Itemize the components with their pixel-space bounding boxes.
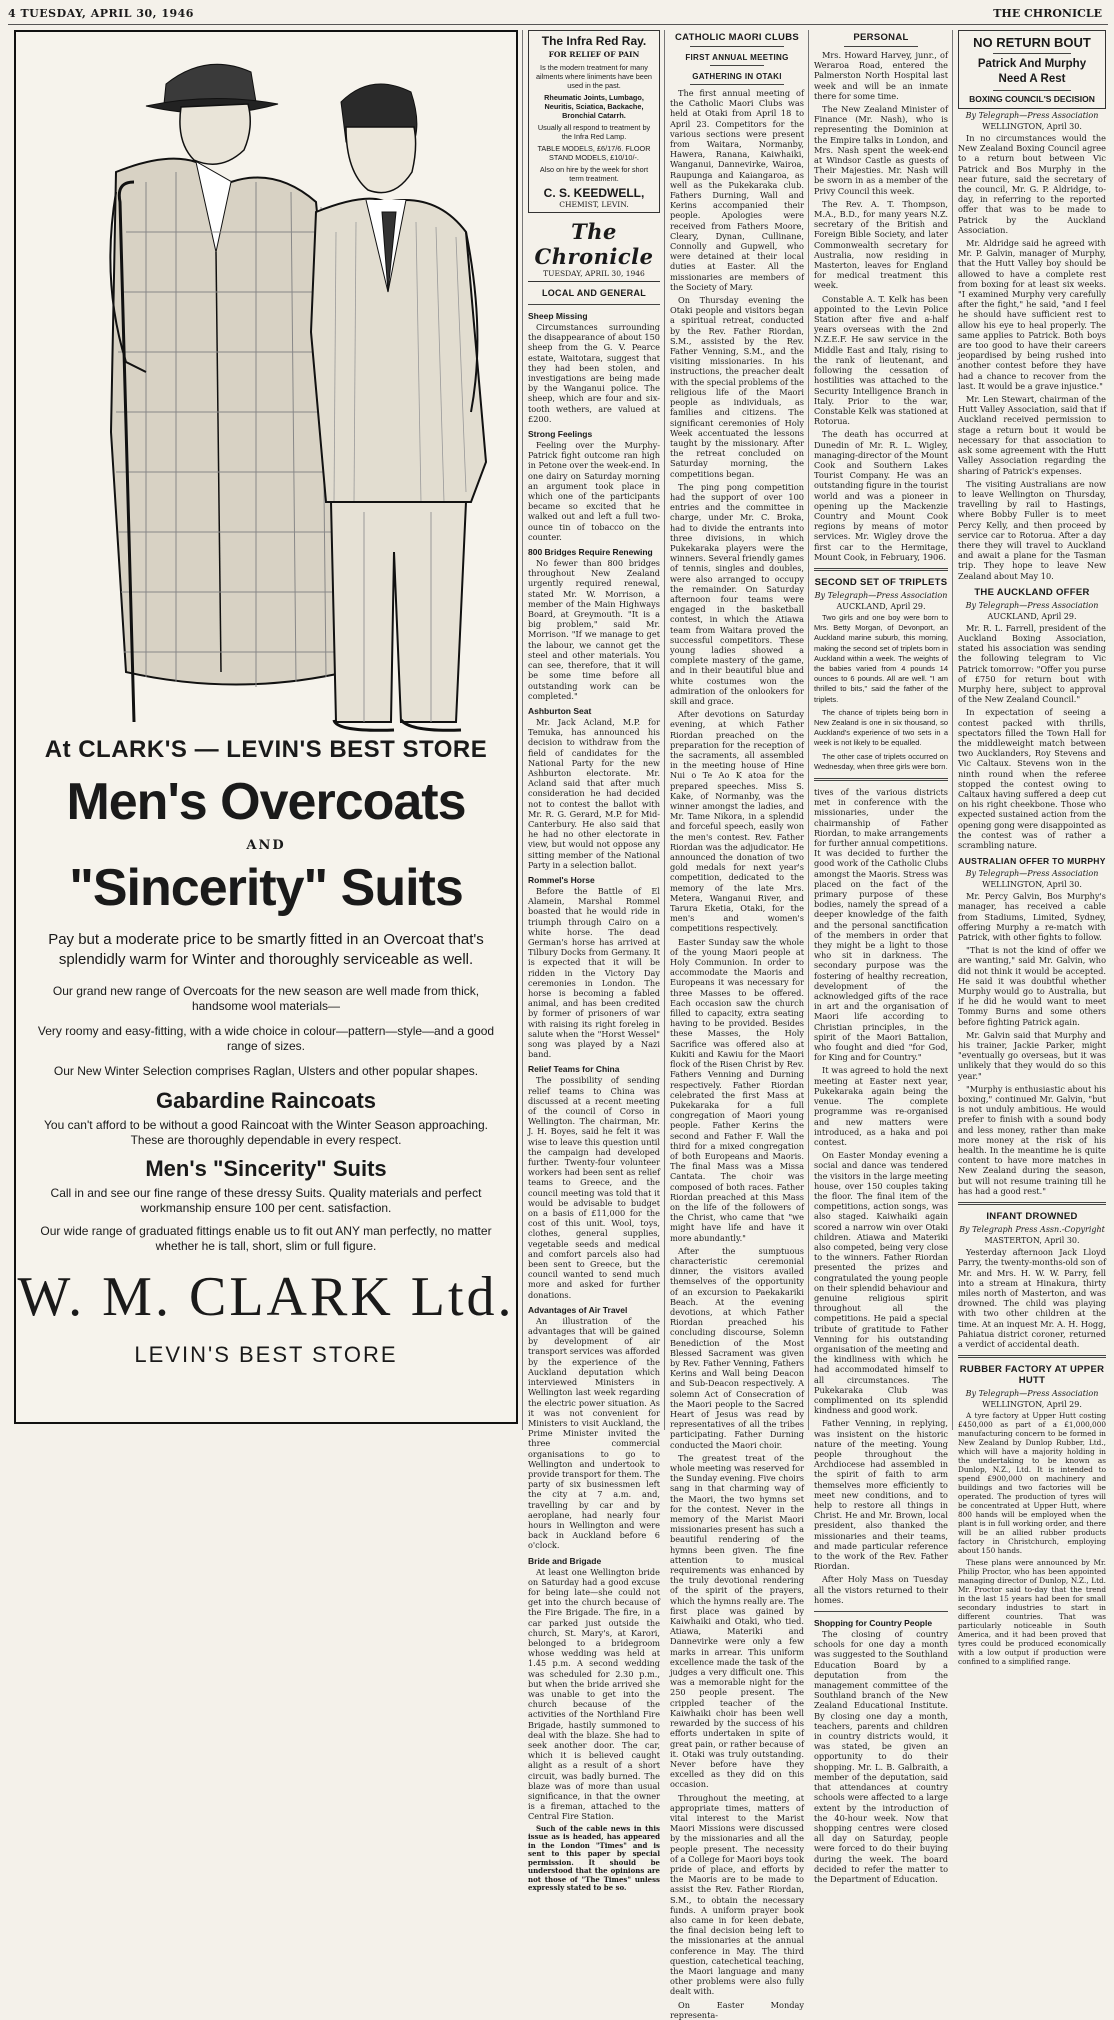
infra-red-ailments: Rheumatic Joints, Lumbago, Neuritis, Sciatica, Backache, Bronchial Catarrh. [544,93,644,120]
article-title: CATHOLIC MAORI CLUBS [674,32,800,43]
man-right-figure [311,84,486,730]
personal-heading: PERSONAL [853,32,909,43]
story-heading: Rommel's Horse [528,874,595,885]
suits-text-1: Call in and see our fine range of these dressy Suits. Quality materials and perfect workmanship ensure 100 per cent. satisfaction. [50,1186,482,1215]
triplets-heading: SECOND SET OF TRIPLETS [814,576,948,588]
article-text: Easter Sunday saw the whole of the young Maori people at Holy Communion. In order to accommodate the Maoris and Europeans it was necessary for three Masses to be offered. Each occasion saw the church filled to capacity, extra seating having to be provided. Besides these Masses, the Holy Sacrifice was offered also at Kukiti and Kawiu for the Maori flock of the Risen Christ by Rev. Fathers Venning and Durning respectively. Father Riordan celebrated the first Mass at Pukekaraka for a full congregation of Maori young people. Father Kerins the second and Father F. Wall the third for a mixed congregation of both Europeans and Maoris. The final Mass was a Missa Cantata. The choir was composed of both races. Father Riordan preached at this Mass on the life of the followers of the Christ, who came that "we might have life and have it more abundantly." [670,936,804,1243]
article-text: Throughout the meeting, at appropriate times, matters of vital interest to the Marist Maori Missions were discussed by the missionaries and all the people present. The necessity of a College for Maori boys took pride of place, and efforts by the Maoris are to be made to assist the Rev. Father Riordan, S.M., to obtain the necessary funds. A uniform prayer book also came in for keen debate, the final decision being left to the missionaries at the annual conference in May. The third question, catechetical teaching, the Maori language and many other problems were also fully dealt with. [670,1792,804,1997]
boxing-text: The visiting Australians are now to leave Wellington on Thursday, travelling by rail to Hastings, where Bobby Fuller is to meet Percy Kelly, and then proceed by service car to Rotorua. After a day there they will travel to Auckland and await a plane for the Tasman trip. They hope to leave New Zealand about May 10. [958,478,1106,581]
article-text: The first annual meeting of the Catholic Maori Clubs was held at Otaki from April 18 to April 23. Competitors for the various sections were present from Waitara, Normanby, Hawera, Ranana, Kaiwhaiki, Wanganui, Dannevirke, Wairoa, Raupunga and Kaiangaroa, as well as the Pukekaraka club. Fathers Durning, Wall and Kerins accompanied their people. Apologies were received from Fathers Moore, Cleary, Dynan, Cullinane, Connolly and Gupwell, who were detained at their local duties at Easter. All the missionaries are members of the Society of Mary. [670,88,804,292]
article-text: The greatest treat of the whole meeting was reserved for the Sunday evening. Five choirs sang in that charming way of the Maori, the two hymns set for the contest. Never in the memory of the Marist Maori missionaries present has such a beautiful rendering of the hymns been given. The fine attention to musical requirements was enhanced by the truly devotional rendering of the spirit of the prayers, which the hymns really are. The first place was gained by Kaiwhaiki and Otaki, who tied. Atiawa, Materiki and Dannevirke were only a few marks in arrear. This uniform excellence made the task of the judges a very difficult one. This was a memorable night for the 250 people present. The crippled teacher of the Kaiwhaiki choir has been well rewarded by the success of his efforts undertaken in spite of great pain, or rather because of it. Otaki was truly outstanding. Never before have they excelled as they did on this occasion. [670,1452,804,1790]
story-heading: 800 Bridges Require Renewing [528,547,653,558]
article-text: After the sumptuous characteristic ceremonial dinner, the visitors availed themselves of the opportunity of an excursion to Paekakariki Beach. At the evening devotions, at which Father Riordan preached his concluding discourse, Solemn Benediction of the Most Blessed Sacrament was given by Rev. Father Venning, Fathers Kerins and Wall being Deacon and Sub-Deacon respectively. A solemn Act of Consecration of the Maori people to the Sacred Heart of Jesus was read by representatives of all the tribes participating. Father Durning conducted the Maori choir. [670,1245,804,1450]
story-text: An illustration of the advantages that will be gained by development of air transport services was afforded by the experience of the Auckland deputation which interviewed Ministers in Wellington last week regarding the electric power situation. As it was not convenient for Ministers to visit Auckland, the Prime Minister invited the three commercial organisations to go to Wellington and undertook to provide transport for them. The party of six businessmen left the city at 7 a.m. and, travelling by car and by aeroplane, had nearly four hours in Wellington and were back in Auckland before 6 o'clock. [528,1315,660,1551]
personal-item: The New Zealand Minister of Finance (Mr. Nash), who is representing the Dominion at the Empire talks in London, and Mrs. Nash spent the week-end at Windsor Castle as guests of Their Majesties. Mr. Nash will be sworn in as a member of the Privy Council this week. [814,104,948,196]
article-continued: On Easter Monday evening a social and dance was tendered the visitors in the large meeting house, over 150 couples taking the floor. The final item of the competitions, action songs, was also staged. Kaiwhaiki again scored a narrow win over Otaki children. Atiawa and Materiki also competed, being very close to the winners. Father Riordan presented the prizes and congratulated the young people on their splendid behaviour and genuine religious spirit throughout all the competitions. He paid a special tribute of gratitude to Father Venning for his outstanding organisation of the meeting and the kindliness with which he had accommodated himself to all circumstances. The Pukekaraka Club was complimented on its splendid kindness and good work. [814,1150,948,1416]
byline: By Telegraph—Press Association [965,111,1099,120]
infra-red-prices: TABLE MODELS, £6/17/6. FLOOR STAND MODELS, £10/10/-. [537,144,651,162]
dateline: AUCKLAND, April 29. [836,601,926,611]
boxing-text: Mr. R. L. Farrell, president of the Auckland Boxing Association, stated his association was sending the following telegram to Vic Patrick tomorrow: "Offer you purse of £750 for return bout with Murphy here, subject to approval of the New Zealand Council." [958,622,1106,705]
boxing-subtitle: Patrick And Murphy Need A Rest [977,58,1087,85]
australian-offer-heading: AUSTRALIAN OFFER TO MURPHY [958,856,1106,867]
personal-item: Mrs. Howard Harvey, junr., of Weraroa Road, entered the Palmerston North Hospital last week and will be an inmate there for some time. [814,50,948,101]
story-heading: Shopping for Country People [814,1618,933,1629]
boxing-text: Mr. Len Stewart, chairman of the Hutt Valley Association, said that if Auckland received permission to stage a return bout it would be necessary for that association to ask some agreement with the Hutt Valley Association regarding the sharing of Patrick's expenses. [958,394,1106,476]
company-name: W. M. CLARK Ltd. [17,1266,515,1328]
article-text: After devotions on Saturday evening, at which Father Riordan preached on the preparation for the reception of the sacraments, all assembled in the meeting house of Hine Nui o Te Ao K atoa for the prepared speeches. Miss S. Kake, of Normanby, was the winner amongst the ladies, and Mr. Tame Nikora, in a splendid and forceful speech, easily won the men's contest. Rev. Father Riordan was the adjudicator. He announced the donation of two gold medals for next year's competition, dedicated to the memory of the late Mrs. Metera, Wanganui River, and Tarura Eketia, Otaki, for the men's and women's competitions respectively. [670,709,805,934]
column-rule [808,30,809,1430]
column-local-news [528,30,660,1893]
article-text: On Easter Monday representa- [670,1999,804,2020]
byline: By Telegraph—Press Association [814,590,948,600]
column-personal [814,30,948,1884]
story-text: Before the Battle of El Alamein, Marshal Rommel boasted that he would ride in triumph through Cairo on a white horse. The dead German's horse has arrived at Tilbury Docks from Germany. It is expected that it will be ridden in the Victory Day ceremonies in London. The horse is becoming a fabled animal, and has been credited by former of prisoners of war with raising its right foreleg in salute when the "Horst Wessel" song was played by a Nazi band. [528,885,660,1060]
dateline: WELLINGTON, April 30. [982,880,1082,890]
man-left-figure [110,64,346,722]
headline-and: AND [246,838,286,853]
company-tagline: LEVIN'S BEST STORE [134,1342,398,1367]
boxing-text: In expectation of seeing a contest packed with thrills, spectators filled the Town Hall for the middleweight match between two Aucklanders, Roy Stevens and Vic Caltaux. Stevens won in the ninth round when the referee stopped the contest owing to Caltaux having suffered a deep cut on his right cheekbone. Those who expected sustained action from the opening gong were disappointed as the contest was of rather a scrambling nature. [958,707,1106,850]
story-heading: Advantages of Air Travel [528,1304,628,1315]
article-subtitle: FIRST ANNUAL MEETING [685,53,789,62]
infra-red-text: Usually all respond to treatment by the Infra Red Lamp. [537,123,651,141]
article-text: The ping pong competition had the support of over 100 entries and the committee in charge, under Mr. C. Broka, had to divide the entrants into three divisions, in which Pukekaraka players were the winners. Several friendly games of tennis, singles and doubles, were also arranged to occupy the remainder. On Saturday afternoon four teams were engaged in the basketball contest, in which the Atiawa team from Waitara proved the successful competitors. These young ladies showed a complete mastery of the game, and in their beautiful blue and white costumes won the admiration of the onlookers for skill and grace. [670,481,804,706]
advert-para-2: Very roomy and easy-fitting, with a wide choice in colour—pattern—style—and a good range of sizes. [37,1024,495,1053]
two-men-illustration [16,32,516,732]
infra-red-advert [528,30,660,213]
story-heading: Relief Teams for China [528,1064,620,1075]
boxing-headline-box [958,30,1106,109]
advert-para-1: Our grand new range of Overcoats for the new season are well made from thick, handsome wool materials— [52,984,480,1013]
column-rule [952,30,953,1430]
triplets-text: The other case of triplets occurred on Wednesday, when three girls were born. [814,751,948,771]
gabardine-text: You can't afford to be without a good Raincoat with the Winter Season approaching. These are thoroughly dependable in every respect. [44,1118,488,1147]
story-text: Feeling over the Murphy-Patrick fight outcome ran high in Petone over the week-end. In one dairy on Saturday morning an argument took place in which one of the participants became so excited that he walked out and left a full two-ounce tin of tobacco on the counter. [528,440,660,542]
gabardine-title: Gabardine Raincoats [155,1088,377,1113]
story-text: At least one Wellington bride on Saturday had a good excuse for being late—she could not get into the church because of the Fire Brigade. The fire, in a car parked just outside the church, St. Mary's, at Karori, belonged to a bridegroom whose wedding was held at 1.45 p.m. A second wedding was scheduled for 2.30 p.m., but when the bride arrived she was unable to get into the church because of the activities of the Northland Fire Brigade, hastily summoned to deal with the blaze. She had to seek another door. The car, which it is believed caught alight as a result of a short circuit, was badly burned. The blaze was of more than usual significance, in that the owner is a fireman, attached to the Central Fire Station. [528,1566,660,1822]
infra-red-text: Is the modern treatment for many ailments where liniments have been used in the past. [535,63,652,90]
date-line: 4 TUESDAY, APRIL 30, 1946 [8,7,194,20]
byline: By Telegraph—Press Association [965,869,1099,879]
article-continued: tives of the various districts met in conference with the missionaries, under the chairmanship of Father Riordan, to make arrangements for further annual competitions. It was decided to further the good work of the Catholic Clubs amongst the Maoris. Stress was placed on the fact of the primary purpose of these bodies, namely the spread of a deeper knowledge of the faith and the personal sanctification of the members in order that they might be a light to those who sit in darkness. The secondary purpose was the fostering of healthy recreation, development of the acknowledged gifts of the race in art and the organisation of Maori life according to Christian principles, in the spirit of the Maori Battalion, who fought and died "for God, for King and for Country." [814,787,948,1063]
article-continued: After Holy Mass on Tuesday all the vistors returned to their homes. [814,1574,948,1605]
rubber-factory-text: A tyre factory at Upper Hutt costing £450,000 as part of a £1,000,000 manufacturing concern to be formed in New Zealand by Dunlop Rubber, Ltd., which will have a majority holding in the undertaking to be known as Dunlop, N.Z., Ltd. It is intended to spend £900,000 on machinery and buildings and two factories will be operated. The production of tyres will be concentrated at Upper Hutt, where 800 hands will be employed when the plant is in full working order, and there will be an allied rubber products factory in Christchurch, employing about 150 hands. [958,1411,1106,1556]
boxing-text: "That is not the kind of offer we are wanting," said Mr. Galvin, who did not think it would be accepted. He said it was doubtful whether Murphy would go to Australia, but if he did he would want to meet Tommy Burns and some others before fighting Patrick again. [958,945,1106,1027]
boxing-text: "Murphy is enthusiastic about his boxing," continued Mr. Galvin, "but is not unduly ambitious. He would prefer to finish with a sound body and less money, rather than make more money at the risk of his health. In the meantime he is quite content to have more matches in New Zealand during the season, but will not resume training till he has had a good rest." [958,1083,1106,1196]
infant-text: Yesterday afternoon Jack Lloyd Parry, the twenty-months-old son of Mr. and Mrs. H. W. W. Parry, fell into a stream at Hinakura, thirty miles north of Masterton, and was drowned. The child was playing with two other children at the time. At an inquest Mr. A. H. Hogg, Pahiatua district coroner, returned a verdict of accidental death. [958,1247,1106,1349]
column-boxing [958,30,1106,1667]
story-text: Circumstances surrounding the disappearance of about 150 sheep from the G. V. Pearce estate, Waitotara, suggest that they had been stolen, and investigations are being made by the Wanganui police. The sheep, which are four and six-tooth wethers, are valued at £200. [528,322,660,424]
boxing-text: In no circumstances would the New Zealand Boxing Council agree to a return bout between Vic Patrick and Bos Murphy in the near future, said the secretary of the council, Mr. G. P. Aldridge, to-day, in referring to the reported offer that was to be made to Patrick by the Auckland Association. [958,133,1106,235]
byline: By Telegraph—Press Association [965,1389,1099,1399]
article-continued: Father Venning, in replying, was insistent on the historic nature of the meeting. Young people throughout the Archdiocese had assembled in the spirit of faith to arm themselves more efficiently to meet new conditions, and to help to restore all things in Christ. He and Mr. Brown, local president, also thanked the missionaries and their teams, and made particular reference to the work of the Rev. Father Riordan. [814,1418,948,1572]
boxing-text: Mr. Aldridge said he agreed with Mr. P. Galvin, manager of Murphy, that the Hutt Valley boy should be allowed to have a complete rest from boxing for at least six weeks. "I examined Murphy very carefully after the fight," he said, "and I feel he should have sufficient rest to allow his eye to heal properly. The same applies to Patrick. Both boys are too good to have their careers jeopardised by being rushed into another contest before they have had a chance to recover from the last. It would be a grave injustice." [958,238,1106,391]
times-note: Such of the cable news in this issue as is headed, has appeared in the London "Times" and is sent to this paper by special permission. It should be understood that the opinions are not those of "The Times" unless expressly stated to be so. [528,1823,660,1893]
infant-drowned-heading: INFANT DROWNED [986,1211,1078,1223]
dateline: WELLINGTON, April 30. [982,122,1082,131]
personal-item: The death has occurred at Dunedin of Mr. R. L. Wigley, managing-director of the Mount Cook and Southern Lakes Tourist Company. He was an outstanding figure in the tourist world and was a pioneer in opening up the Mackenzie Country and Mount Cook regions by means of motor services. Mr. Wigley drove the first car to the Hermitage, Mount Cook, in February, 1906. [814,429,948,562]
dateline: WELLINGTON, April 29. [982,1400,1082,1410]
column-rule [522,30,523,1430]
store-line: At CLARK'S — LEVIN'S BEST STORE [44,736,488,763]
byline: By Telegraph—Press Association [965,600,1099,610]
rubber-factory-heading: RUBBER FACTORY AT UPPER HUTT [959,1364,1105,1387]
masthead-title: The Chronicle [534,219,654,269]
column-catholic-maori-clubs [670,30,805,2020]
page-header [8,4,1108,25]
infra-red-title: The Infra Red Ray. [541,34,647,48]
personal-item: The Rev. A. T. Thompson, M.A., B.D., for many years N.Z. secretary of the British and Foreign Bible Society, and later Commonwealth secretary for Australia, now residing in Masterton, leaves for England for medical treatment this week. [814,198,948,291]
advert-para-3: Our New Winter Selection comprises Raglan, Ulsters and other popular shapes. [53,1064,479,1078]
rubber-factory-text: These plans were announced by Mr. Philip Proctor, who has been appointed managing director of Dunlop, N.Z., Ltd. Mr. Proctor said to-day that the trend in the last 15 years had been for small secondary industries to start in different countries. That was particularly noticeable in South America, and it had been proved that tyres could be produced economically with a low output if production were confined to a simplified range. [958,1558,1106,1667]
triplets-text: Two girls and one boy were born to Mrs. Betty Morgan, of Devonport, an Auckland marine suburb, this morning, making the second set of triplets born in Auckland within a week. The weights of the babies varied from 4 pounds 14 ounces to 6 pounds. All are well. "I am thrilled to bits," said the father of the triplets. [814,612,948,704]
headline-sincerity-suits: "Sincerity" Suits [69,859,463,917]
boxing-council-heading: BOXING COUNCIL'S DECISION [969,94,1095,104]
masthead-date: TUESDAY, APRIL 30, 1946 [528,269,660,282]
dateline: AUCKLAND, April 29. [987,611,1077,621]
infra-red-subtitle: FOR RELIEF OF PAIN [548,50,640,59]
story-heading: Sheep Missing [528,311,588,321]
article-subtitle: GATHERING IN OTAKI [692,72,782,81]
clarks-advertisement [14,30,518,1424]
suits-text-2: Our wide range of graduated fittings enable us to fit out ANY man perfectly, no matter whether he is tall, short, slim or full figure. [40,1224,492,1253]
story-text: The closing of country schools for one day a month was suggested to the Southland Education Board by a deputation from the management committee of the Southland branch of the New Zealand Educational Institute. By closing one day a month, teachers, parents and children in country districts would, it was stated, be given an opportunity to do their shopping. Mr. L. B. Galbraith, a member of the deputation, said that attendances at country schools were affected to a large extent by the introduction of the 40-hour week. Now that shopping centres were closed all day on Saturday, people were forced to do their buying during the week. The board decided to refer the matter to the Department of Education. [814,1629,948,1884]
column-rule [664,30,665,1430]
byline: By Telegraph Press Assn.-Copyright [959,1225,1105,1235]
article-continued: It was agreed to hold the next meeting at Easter next year, Pukekaraka again being the venue. The complete programme was re-organised and new matters were introduced, as a haka and poi contest. [814,1065,948,1147]
local-general-heading: LOCAL AND GENERAL [541,288,647,298]
boxing-text: Mr. Percy Galvin, Bos Murphy's manager, has received a cable from Stadiums, Limited, Sydney, offering Murphy a re-match with Patrick, with other fights to follow. [958,891,1106,943]
story-heading: Bride and Brigade [528,1555,602,1566]
suits-title: Men's "Sincerity" Suits [145,1156,387,1181]
headline-overcoats: Men's Overcoats [66,773,466,831]
chemist-name: C. S. KEEDWELL, [543,186,645,200]
boxing-text: Mr. Galvin said that Murphy and his trainer, Jackie Parker, might "eventually go overseas, but it was unlikely that they would do so this year." [958,1029,1106,1081]
story-text: The possibility of sending relief teams to China was discussed at a recent meeting of the council of Corso in Wellington. The chairman, Mr. J. H. Boyes, said he felt it was wise to leave this question until the campaign had developed further. Twenty-four volunteer workers had been sent as relief teams to Greece, and the council meeting was told that it would be advisable to budget on a basis of £11,000 for the cost of this unit. Wool, toys, clothes, general supplies, vegetable seeds and medical and comfort parcels also had been sent to Greece, but the council wanted to send much more and asked for further donations. [528,1075,660,1300]
chemist-address: CHEMIST, LEVIN. [559,200,629,209]
advert-tagline: Pay but a moderate price to be smartly fitted in an Overcoat that's splendidly warm for Winter and thoroughly serviceable as well. [48,931,484,968]
story-heading: Strong Feelings [528,429,593,440]
article-text: On Thursday evening the Otaki people and visitors began a spiritual retreat, conducted by the Rev. Father Riordan, S.M., assisted by the Rev. Father Venning, S.M., and the visiting missionaries. In his instructions, the preacher dealt with the special problems of the religious life of the Maori people as individuals, as families and citizens. The significant ceremonies of Holy Week accentuated the lessons taught by the missionary. After the retreat concluded on Saturday morning, the competitions began. [670,295,804,479]
boxing-title: NO RETURN BOUT [973,35,1091,50]
masthead-small: THE CHRONICLE [993,7,1102,20]
auckland-offer-heading: THE AUCKLAND OFFER [974,586,1090,598]
personal-item: Constable A. T. Kelk has been appointed to the Levin Police Station after five and a-half years overseas with the 2nd N.Z.E.F. He saw service in the Middle East and Italy, rising to the rank of lieutenant, and following the cessation of hostilities was attached to the Security Intelligence Branch in Italy. Prior to the war, Constable Kelk was stationed at Rotorua. [814,293,948,427]
story-text: No fewer than 800 bridges throughout New Zealand urgently required renewal, stated Mr. W. Morrison, a member of the Main Highways Board, at Greymouth. "It is a big problem," said Mr. Morrison. "If we manage to get the labour, we cannot get the steel and other materials. You can see, therefore, that it will be some time before all outstanding work can be completed." [528,558,660,701]
triplets-text: The chance of triplets being born in New Zealand is one in six thousand, so Auckland's experience of two sets in a week is not likely to be equalled. [814,707,948,748]
infra-red-text: Also on hire by the week for short term treatment. [539,165,649,183]
dateline: MASTERTON, April 30. [984,1236,1080,1246]
story-heading: Ashburton Seat [528,705,592,716]
story-text: Mr. Jack Acland, M.P. for Temuka, has announced his decision to withdraw from the field of candidates for the National Party for the new Ashburton electorate. Mr. Acland said that after much consideration he had decided not to contest the ballot with Mr. R. G. Gerard, M.P. for Mid-Canterbury. He also said that he had no other electorate in view, but would not oppose any sitting member of the National Party in a selection ballot. [528,716,660,870]
